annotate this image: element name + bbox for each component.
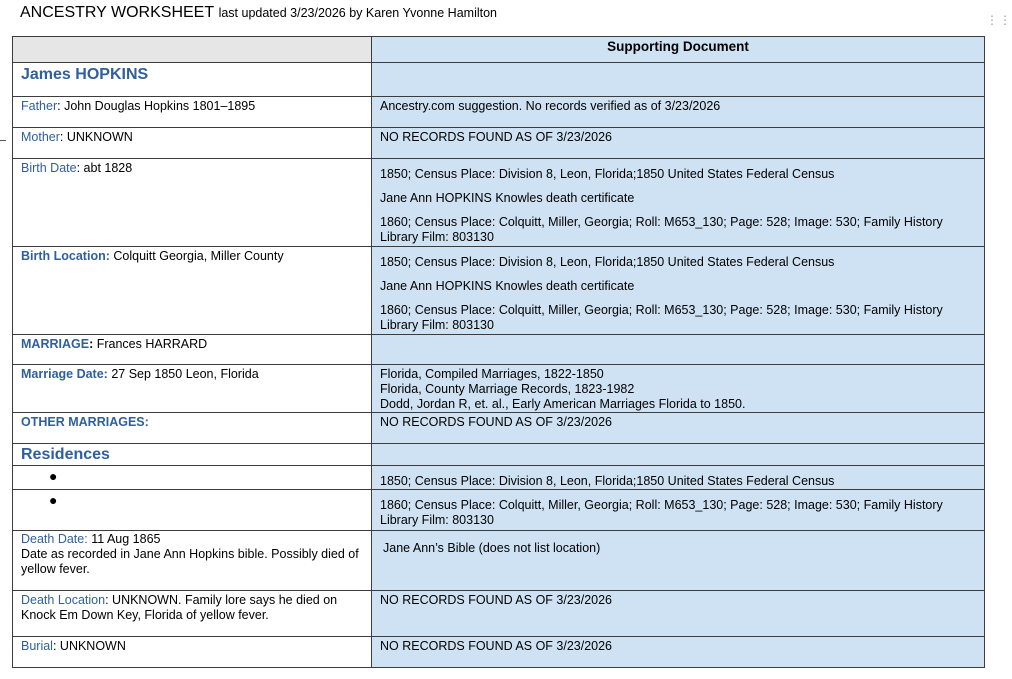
father-cell[interactable] [13, 97, 372, 128]
mother-doc: NO RECORDS FOUND AS OF 3/23/2026 [380, 130, 613, 144]
birth-location-doc-cell[interactable] [372, 247, 985, 335]
father-label: Father [21, 99, 58, 113]
margin-marker [0, 140, 6, 141]
mother-doc-cell[interactable] [372, 128, 985, 159]
residences-heading: Residences [21, 446, 110, 463]
death-location-label: Death Location [21, 593, 106, 607]
birth-date-label: Birth Date [21, 161, 77, 175]
birth-location-doc-3: 1860; Census Place: Colquitt, Miller, Georgia; Roll: M653_130; Page: 528; Image: 530; Family History Library Film: 803130 [380, 303, 943, 332]
drag-handle-icon[interactable]: ⋮⋮ [986, 13, 1012, 27]
table-row [13, 531, 985, 591]
marriage-cell[interactable] [13, 335, 372, 365]
other-marriages-doc: NO RECORDS FOUND AS OF 3/23/2026 [380, 415, 613, 429]
table-row [13, 591, 985, 637]
birth-location-cell[interactable] [13, 247, 372, 335]
residence-doc-1: 1850; Census Place: Division 8, Leon, Florida;1850 United States Federal Census [380, 474, 835, 488]
residence-item-cell[interactable] [13, 466, 372, 490]
residence-doc-cell[interactable] [372, 466, 985, 490]
residence-doc-2: 1860; Census Place: Colquitt, Miller, Georgia; Roll: M653_130; Page: 528; Image: 530; Family History Library Film: 803130 [380, 498, 943, 527]
table-row [13, 247, 985, 335]
birth-date-cell[interactable] [13, 159, 372, 247]
table-row [13, 128, 985, 159]
marriage-date-cell[interactable] [13, 365, 372, 413]
birth-location-value: Colquitt Georgia, Miller County [109, 249, 284, 263]
burial-cell[interactable] [13, 637, 372, 668]
burial-label: Burial [21, 639, 53, 653]
death-date-doc: Jane Ann’s Bible (does not list location) [383, 541, 601, 555]
table-row [13, 637, 985, 668]
death-location-cell[interactable] [13, 591, 372, 637]
birth-date-doc-1: 1850; Census Place: Division 8, Leon, Florida;1850 United States Federal Census [380, 167, 835, 181]
table-row [13, 444, 985, 466]
subject-name-cell[interactable] [13, 63, 372, 97]
burial-doc-cell[interactable] [372, 637, 985, 668]
marriage-date-doc-1: Florida, Compiled Marriages, 1822-1850 [380, 367, 604, 381]
marriage-date-doc-2: Florida, County Marriage Records, 1823-1982 [380, 382, 635, 396]
residences-heading-doc-cell[interactable] [372, 444, 985, 466]
table-row [13, 159, 985, 247]
death-date-cell[interactable] [13, 531, 372, 591]
subject-name: James HOPKINS [21, 66, 149, 83]
marriage-date-label: Marriage Date: [21, 367, 108, 381]
birth-location-doc-2: Jane Ann HOPKINS Knowles death certificate [380, 279, 635, 293]
death-date-value: 11 Aug 1865 [87, 532, 161, 546]
birth-location-doc-1: 1850; Census Place: Division 8, Leon, Florida;1850 United States Federal Census [380, 255, 835, 269]
burial-doc: NO RECORDS FOUND AS OF 3/23/2026 [380, 639, 613, 653]
other-marriages-doc-cell[interactable] [372, 413, 985, 444]
marriage-date-value: 27 Sep 1850 Leon, Florida [107, 367, 259, 381]
table-header-row [13, 37, 985, 63]
other-marriages-cell[interactable] [13, 413, 372, 444]
residence-item-cell[interactable] [13, 490, 372, 531]
residence-doc-cell[interactable] [372, 490, 985, 531]
mother-value: : UNKNOWN [59, 130, 133, 144]
other-marriages-label: OTHER MARRIAGES: [21, 415, 149, 429]
death-location-doc: NO RECORDS FOUND AS OF 3/23/2026 [380, 593, 613, 607]
marriage-colon: : [89, 337, 94, 351]
table-row [13, 490, 985, 531]
table-row [13, 365, 985, 413]
table-row [13, 466, 985, 490]
table-row [13, 413, 985, 444]
death-location-value: : UNKNOWN. Family lore says he died on Knock Em Down Key, Florida of yellow fever. [21, 593, 338, 622]
birth-date-value: : abt 1828 [76, 161, 133, 175]
birth-location-label: Birth Location: [21, 249, 110, 263]
document-title [20, 4, 497, 22]
mother-label: Mother [21, 130, 60, 144]
death-location-doc-cell[interactable] [372, 591, 985, 637]
subject-doc-cell[interactable] [372, 63, 985, 97]
marriage-value: Frances HARRARD [93, 337, 208, 351]
birth-date-doc-2: Jane Ann HOPKINS Knowles death certificate [380, 191, 635, 205]
mother-cell[interactable] [13, 128, 372, 159]
table-row [13, 63, 985, 97]
worksheet-title: ANCESTRY WORKSHEET [20, 4, 215, 21]
birth-date-doc-cell[interactable] [372, 159, 985, 247]
last-updated-meta: last updated 3/23/2026 by Karen Yvonne Hamilton [218, 6, 498, 20]
header-blank-cell [13, 37, 372, 63]
marriage-doc-cell[interactable] [372, 335, 985, 365]
father-doc-cell[interactable] [372, 97, 985, 128]
death-date-label: Death Date: [21, 532, 88, 546]
father-doc: Ancestry.com suggestion. No records verified as of 3/23/2026 [380, 99, 721, 113]
table-row [13, 335, 985, 365]
residences-heading-cell[interactable] [13, 444, 372, 466]
bullet-icon: ● [49, 492, 58, 508]
marriage-label: MARRIAGE [21, 337, 90, 351]
death-date-doc-cell[interactable] [372, 531, 985, 591]
marriage-date-doc-cell[interactable] [372, 365, 985, 413]
ancestry-table [12, 36, 985, 668]
birth-date-doc-3: 1860; Census Place: Colquitt, Miller, Georgia; Roll: M653_130; Page: 528; Image: 530; Family History Library Film: 803130 [380, 215, 943, 244]
bullet-icon: ● [49, 468, 58, 484]
father-value: : John Douglas Hopkins 1801–1895 [57, 99, 256, 113]
death-date-note: Date as recorded in Jane Ann Hopkins bible. Possibly died of yellow fever. [21, 547, 359, 576]
marriage-date-doc-3: Dodd, Jordan R, et. al., Early American Marriages Florida to 1850. [380, 397, 746, 411]
table-row [13, 97, 985, 128]
supporting-document-header: Supporting Document [372, 37, 985, 63]
burial-value: : UNKNOWN [52, 639, 126, 653]
